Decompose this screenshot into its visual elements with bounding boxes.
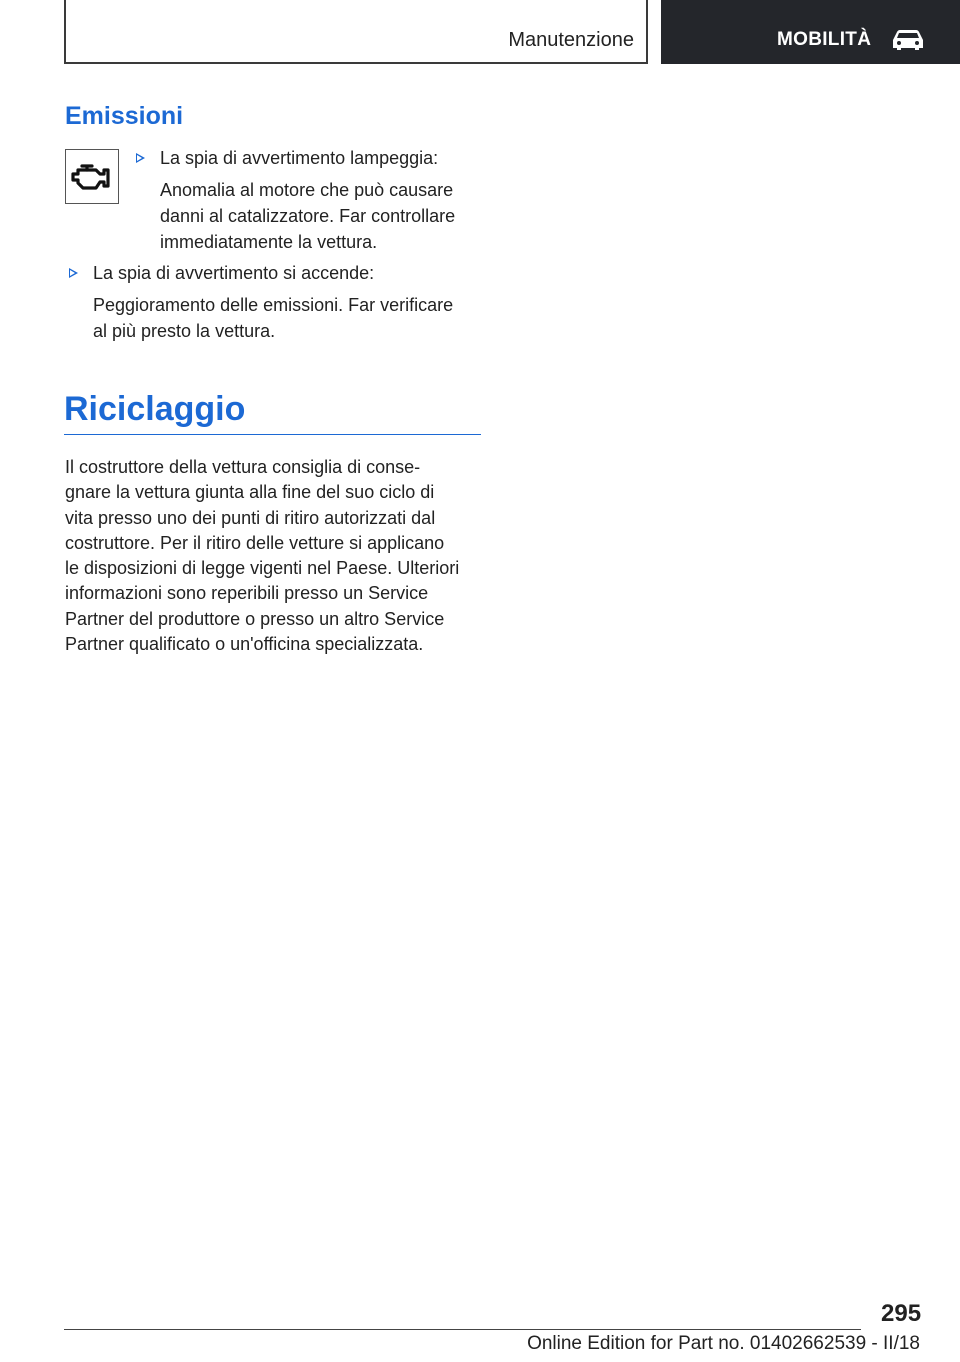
engine-warning-light <box>65 149 119 204</box>
car-icon <box>891 28 925 52</box>
heading-rule <box>64 434 481 435</box>
paragraph-line: Partner qualificato o un'officina specializzata. <box>65 634 424 655</box>
emissions-heading: Emissioni <box>65 102 184 130</box>
recycling-paragraph <box>65 455 485 657</box>
description-line: Anomalia al motore che può causare <box>160 180 454 200</box>
paragraph-line: informazioni sono reperibili presso un Service <box>65 583 429 604</box>
page-number: 295 <box>881 1300 922 1327</box>
paragraph-line: Il costruttore della vettura consiglia di conse‐ <box>65 457 421 477</box>
paragraph-line: gnare la vettura giunta alla fine del suo ciclo di <box>65 482 435 503</box>
description-line: danni al catalizzatore. Far controllare <box>160 206 456 226</box>
item-label: La spia di avvertimento lampeggia: <box>160 148 439 168</box>
header-section-tab <box>64 0 648 64</box>
paragraph-line: le disposizioni di legge vigenti nel Paese. Ulteriori <box>65 558 460 579</box>
footer-rule <box>64 1329 861 1330</box>
section-title: Manutenzione <box>508 29 634 51</box>
footer-edition: Online Edition for Part no. 01402662539 - II/18 <box>527 1333 920 1354</box>
bullet-triangle-icon <box>69 268 78 278</box>
emissions-item-flashing <box>160 145 480 255</box>
item-label: La spia di avvertimento si accende: <box>93 263 375 283</box>
recycling-heading: Riciclaggio <box>64 390 246 428</box>
description-line: immediatamente la vettura. <box>160 232 378 252</box>
paragraph-line: vita presso uno dei punti di ritiro autorizzati dal <box>65 507 436 528</box>
item-description <box>93 292 483 344</box>
paragraph-line: costruttore. Per il ritiro delle vetture si applicano <box>65 532 445 553</box>
description-line: Peggioramento delle emissioni. Far verificare <box>93 295 454 315</box>
paragraph-line: Partner del produttore o presso un altro Service <box>65 608 445 629</box>
chapter-title: MOBILITÀ <box>777 29 872 50</box>
description-line: al più presto la vettura. <box>93 321 276 341</box>
emissions-item-lit <box>93 260 483 344</box>
engine-warning-icon <box>69 158 115 196</box>
item-description <box>160 177 480 255</box>
header-chapter-tab <box>661 0 960 64</box>
bullet-triangle-icon <box>136 153 145 163</box>
